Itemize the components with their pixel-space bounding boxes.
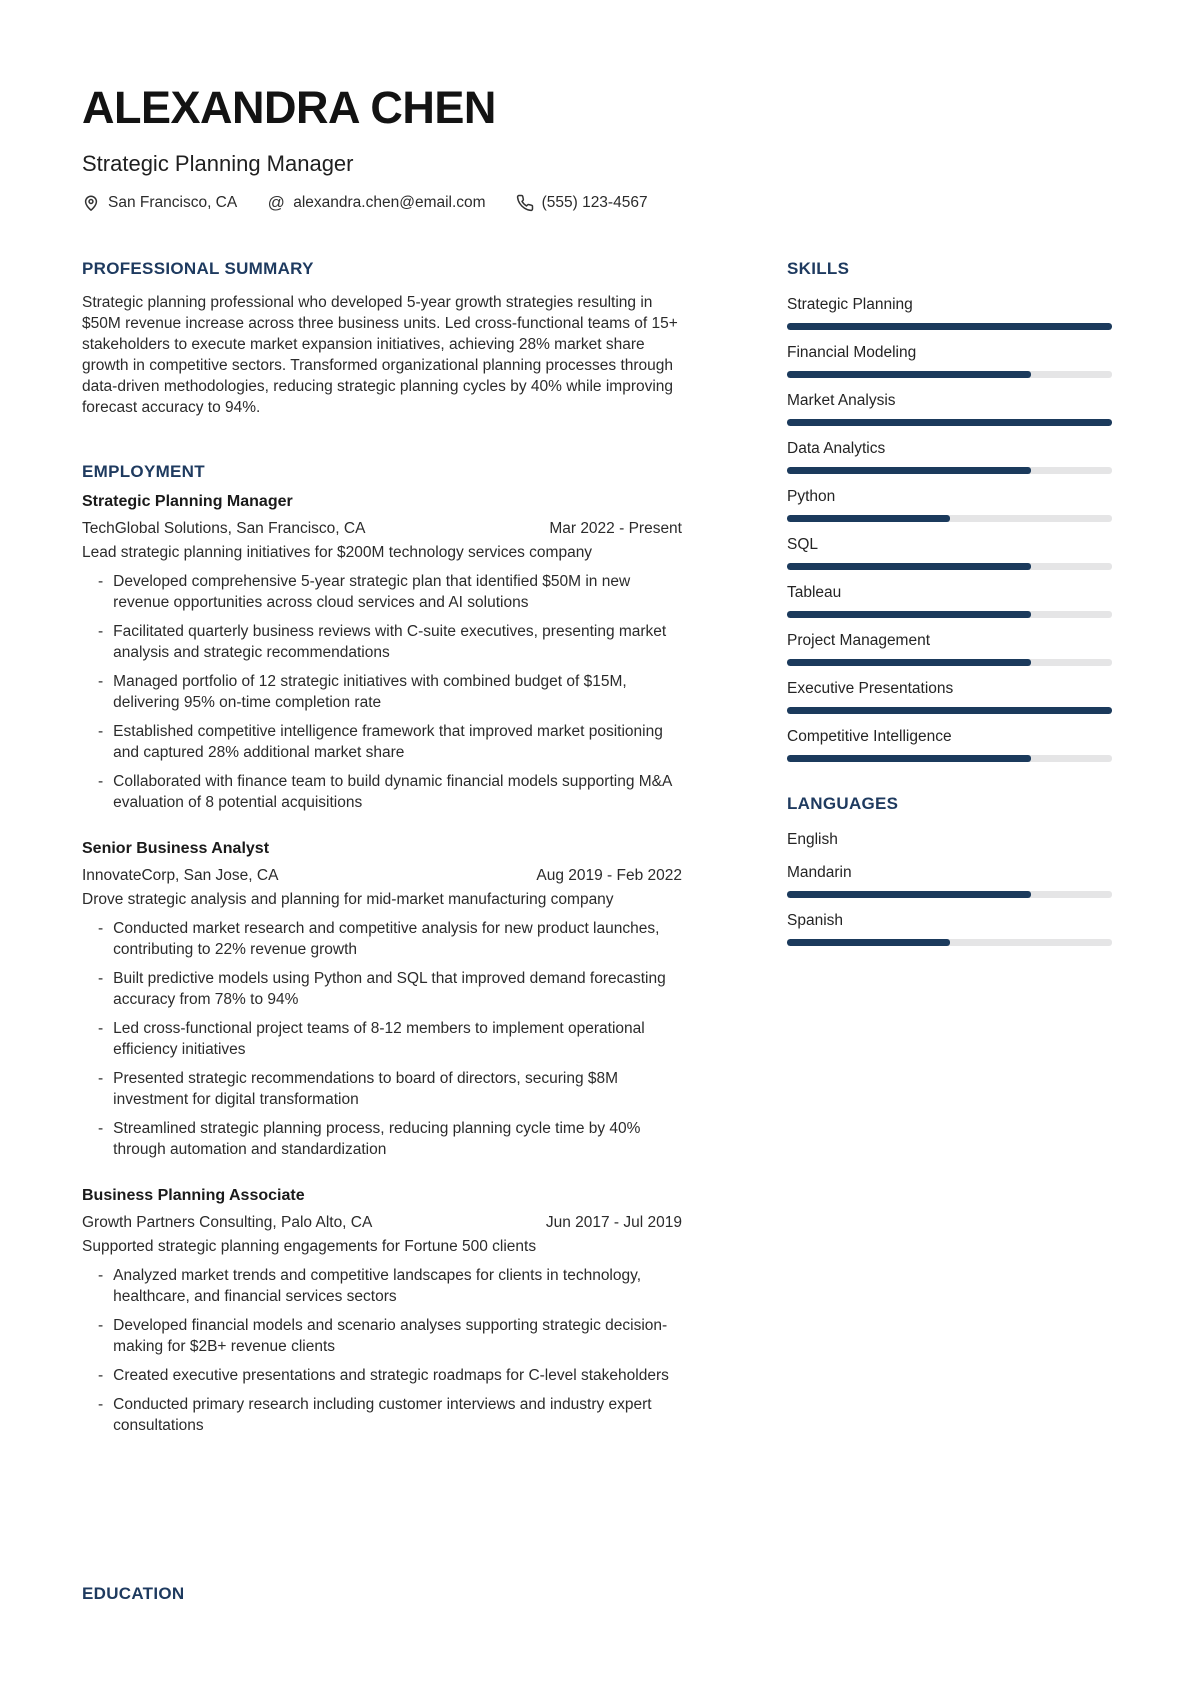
- job-entry: [82, 1187, 682, 1436]
- job-summary: Lead strategic planning initiatives for $200M technology services company: [82, 544, 593, 562]
- bullet-item: [98, 721, 682, 763]
- skill-bar-fill: [787, 419, 1112, 426]
- bullet-dash: -: [98, 573, 104, 591]
- skill-label: Competitive Intelligence: [787, 728, 952, 746]
- bullet-dash: -: [98, 623, 104, 641]
- contact-phone: [516, 194, 648, 212]
- bullet-dash: -: [98, 1020, 104, 1038]
- content-columns: [82, 259, 1112, 1604]
- bullet-dash: -: [98, 1396, 104, 1414]
- skill-bar-track: [787, 515, 1112, 522]
- skill-bar-track: [787, 611, 1112, 618]
- employment-jobs: [82, 493, 682, 1436]
- bullet-text: Developed comprehensive 5-year strategic plan that identified $50M in new revenue opportunities across cloud services and AI solutions: [113, 573, 631, 612]
- section-heading-employment: EMPLOYMENT: [82, 462, 205, 482]
- skill-bar-fill: [787, 563, 1031, 570]
- skill-label: Mandarin: [787, 864, 852, 882]
- bullet-dash: -: [98, 920, 104, 938]
- contact-location-text: San Francisco, CA: [108, 194, 238, 212]
- job-entry: [82, 840, 682, 1160]
- bullet-text: Led cross-functional project teams of 8-12 members to implement operational efficiency initiatives: [113, 1020, 645, 1059]
- main-column: [82, 259, 682, 1604]
- phone-icon: [516, 194, 534, 212]
- bullet-item: [98, 771, 682, 813]
- bullet-text: Conducted primary research including customer interviews and industry expert consultations: [113, 1396, 652, 1435]
- bullet-item: [98, 918, 682, 960]
- skill-label: Market Analysis: [787, 392, 896, 410]
- languages-list: [787, 829, 1112, 946]
- person-name: ALEXANDRA CHEN: [82, 82, 496, 133]
- bullet-dash: -: [98, 673, 104, 691]
- education-section: [82, 1584, 682, 1604]
- skill-bar-track: [787, 467, 1112, 474]
- bullet-text: Collaborated with finance team to build dynamic financial models supporting M&A evaluation of 8 potential acquisitions: [113, 773, 672, 812]
- skills-section: [787, 259, 1112, 762]
- job-title: Senior Business Analyst: [82, 840, 270, 858]
- skill-item: [787, 726, 1112, 762]
- skill-label: English: [787, 831, 838, 849]
- bullet-dash: -: [98, 1120, 104, 1138]
- skill-bar-track: [787, 707, 1112, 714]
- bullet-item: [98, 1265, 682, 1307]
- skill-bar-fill: [787, 323, 1112, 330]
- job-entry: [82, 493, 682, 813]
- skill-label: Python: [787, 488, 836, 506]
- language-item: [787, 910, 1112, 946]
- location-pin-icon: [82, 194, 100, 212]
- section-heading-education: EDUCATION: [82, 1584, 185, 1604]
- skill-bar-track: [787, 659, 1112, 666]
- contact-email-text: alexandra.chen@email.com: [293, 194, 486, 212]
- bullet-dash: -: [98, 1317, 104, 1335]
- at-sign-icon: @: [267, 193, 285, 213]
- skill-bar-track: [787, 371, 1112, 378]
- job-dates: Jun 2017 - Jul 2019: [545, 1214, 682, 1232]
- skill-item: [787, 438, 1112, 474]
- bullet-dash: -: [98, 723, 104, 741]
- person-title: Strategic Planning Manager: [82, 151, 354, 176]
- summary-section: [82, 259, 682, 418]
- job-meta-row: [82, 518, 682, 539]
- bullet-item: [98, 621, 682, 663]
- bullet-item: [98, 1365, 682, 1386]
- bullet-dash: -: [98, 1367, 104, 1385]
- skill-label: Tableau: [787, 584, 842, 602]
- bullet-item: [98, 1068, 682, 1110]
- bullet-text: Analyzed market trends and competitive landscapes for clients in technology, healthcare, and financial services sectors: [113, 1267, 642, 1306]
- language-item: [787, 862, 1112, 898]
- job-meta-row: [82, 865, 682, 886]
- skill-bar-fill: [787, 371, 1031, 378]
- skill-bar-track: [787, 323, 1112, 330]
- job-company: Growth Partners Consulting, Palo Alto, CA: [82, 1214, 373, 1232]
- contact-email: [267, 194, 485, 212]
- bullet-text: Established competitive intelligence framework that improved market positioning and captured 28% additional market share: [113, 723, 663, 762]
- bullet-item: [98, 1394, 682, 1436]
- skill-bar-fill: [787, 659, 1031, 666]
- bullet-dash: -: [98, 970, 104, 988]
- job-summary: Supported strategic planning engagements for Fortune 500 clients: [82, 1238, 537, 1256]
- job-summary: Drove strategic analysis and planning for mid-market manufacturing company: [82, 891, 614, 909]
- job-bullets: [82, 571, 682, 813]
- skill-label: Project Management: [787, 632, 931, 650]
- skill-bar-track: [787, 563, 1112, 570]
- skill-item: [787, 630, 1112, 666]
- job-title: Business Planning Associate: [82, 1187, 305, 1205]
- skills-list: [787, 294, 1112, 762]
- skill-label: Spanish: [787, 912, 844, 930]
- bullet-text: Presented strategic recommendations to board of directors, securing $8M investment for digital transformation: [113, 1070, 619, 1109]
- job-bullets: [82, 1265, 682, 1436]
- skill-bar-fill: [787, 611, 1031, 618]
- bullet-item: [98, 1118, 682, 1160]
- section-heading-languages: LANGUAGES: [787, 794, 899, 814]
- section-heading-skills: SKILLS: [787, 259, 850, 279]
- job-dates: Aug 2019 - Feb 2022: [536, 867, 682, 885]
- bullet-item: [98, 1315, 682, 1357]
- skill-bar-track: [787, 755, 1112, 762]
- skill-bar-fill: [787, 939, 950, 946]
- job-bullets: [82, 918, 682, 1160]
- resume-header: [82, 82, 1112, 213]
- skill-bar-track: [787, 939, 1112, 946]
- skill-item: [787, 678, 1112, 714]
- bullet-item: [98, 671, 682, 713]
- skill-bar-fill: [787, 515, 950, 522]
- bullet-text: Created executive presentations and strategic roadmaps for C-level stakeholders: [113, 1367, 669, 1385]
- bullet-item: [98, 1018, 682, 1060]
- skill-item: [787, 342, 1112, 378]
- bullet-text: Streamlined strategic planning process, reducing planning cycle time by 40% through automation and standardization: [113, 1120, 641, 1159]
- job-company: InnovateCorp, San Jose, CA: [82, 867, 279, 885]
- sidebar-column: [787, 259, 1112, 1604]
- bullet-item: [98, 571, 682, 613]
- skill-label: Strategic Planning: [787, 296, 913, 314]
- skill-label: Financial Modeling: [787, 344, 917, 362]
- skill-label: Executive Presentations: [787, 680, 954, 698]
- employment-section: [82, 462, 682, 1436]
- job-meta-row: [82, 1212, 682, 1233]
- bullet-item: [98, 968, 682, 1010]
- job-company: TechGlobal Solutions, San Francisco, CA: [82, 520, 366, 538]
- skill-label: SQL: [787, 536, 819, 554]
- bullet-dash: -: [98, 1267, 104, 1285]
- bullet-text: Developed financial models and scenario analyses supporting strategic decision-making for $2B+ revenue clients: [113, 1317, 668, 1356]
- skill-item: [787, 294, 1112, 330]
- bullet-text: Built predictive models using Python and SQL that improved demand forecasting accuracy from 78% to 94%: [113, 970, 666, 1009]
- bullet-text: Managed portfolio of 12 strategic initiatives with combined budget of $15M, delivering 95% on-time completion rate: [113, 673, 627, 712]
- bullet-text: Conducted market research and competitive analysis for new product launches, contributing to 22% revenue growth: [113, 920, 660, 959]
- skill-bar-fill: [787, 707, 1112, 714]
- bullet-dash: -: [98, 773, 104, 791]
- contact-row: [82, 194, 1112, 212]
- contact-phone-text: (555) 123-4567: [541, 194, 648, 212]
- job-title: Strategic Planning Manager: [82, 493, 293, 511]
- skill-bar-fill: [787, 755, 1031, 762]
- skill-bar-fill: [787, 467, 1031, 474]
- bullet-text: Facilitated quarterly business reviews with C-suite executives, presenting market analysis and strategic recommendations: [113, 623, 667, 662]
- summary-text: Strategic planning professional who developed 5-year growth strategies resulting in $50M revenue increase across three business units. Led cross-functional teams of 15+ stakeholders to execute market expansion initiatives, achieving 28% market share growth in competitive sectors. Transformed organizational planning processes through data-driven methodologies, reducing strategic planning cycles by 40% while improving forecast accuracy to 94%.: [82, 294, 678, 417]
- skill-item: [787, 534, 1112, 570]
- skill-bar-track: [787, 419, 1112, 426]
- skill-label: Data Analytics: [787, 440, 886, 458]
- languages-section: [787, 794, 1112, 946]
- skill-bar-fill: [787, 891, 1031, 898]
- skill-item: [787, 390, 1112, 426]
- language-item: [787, 829, 1112, 850]
- bullet-dash: -: [98, 1070, 104, 1088]
- job-dates: Mar 2022 - Present: [549, 520, 682, 538]
- skill-item: [787, 582, 1112, 618]
- skill-item: [787, 486, 1112, 522]
- skill-bar-track: [787, 891, 1112, 898]
- section-heading-summary: PROFESSIONAL SUMMARY: [82, 259, 314, 279]
- contact-location: [82, 194, 237, 212]
